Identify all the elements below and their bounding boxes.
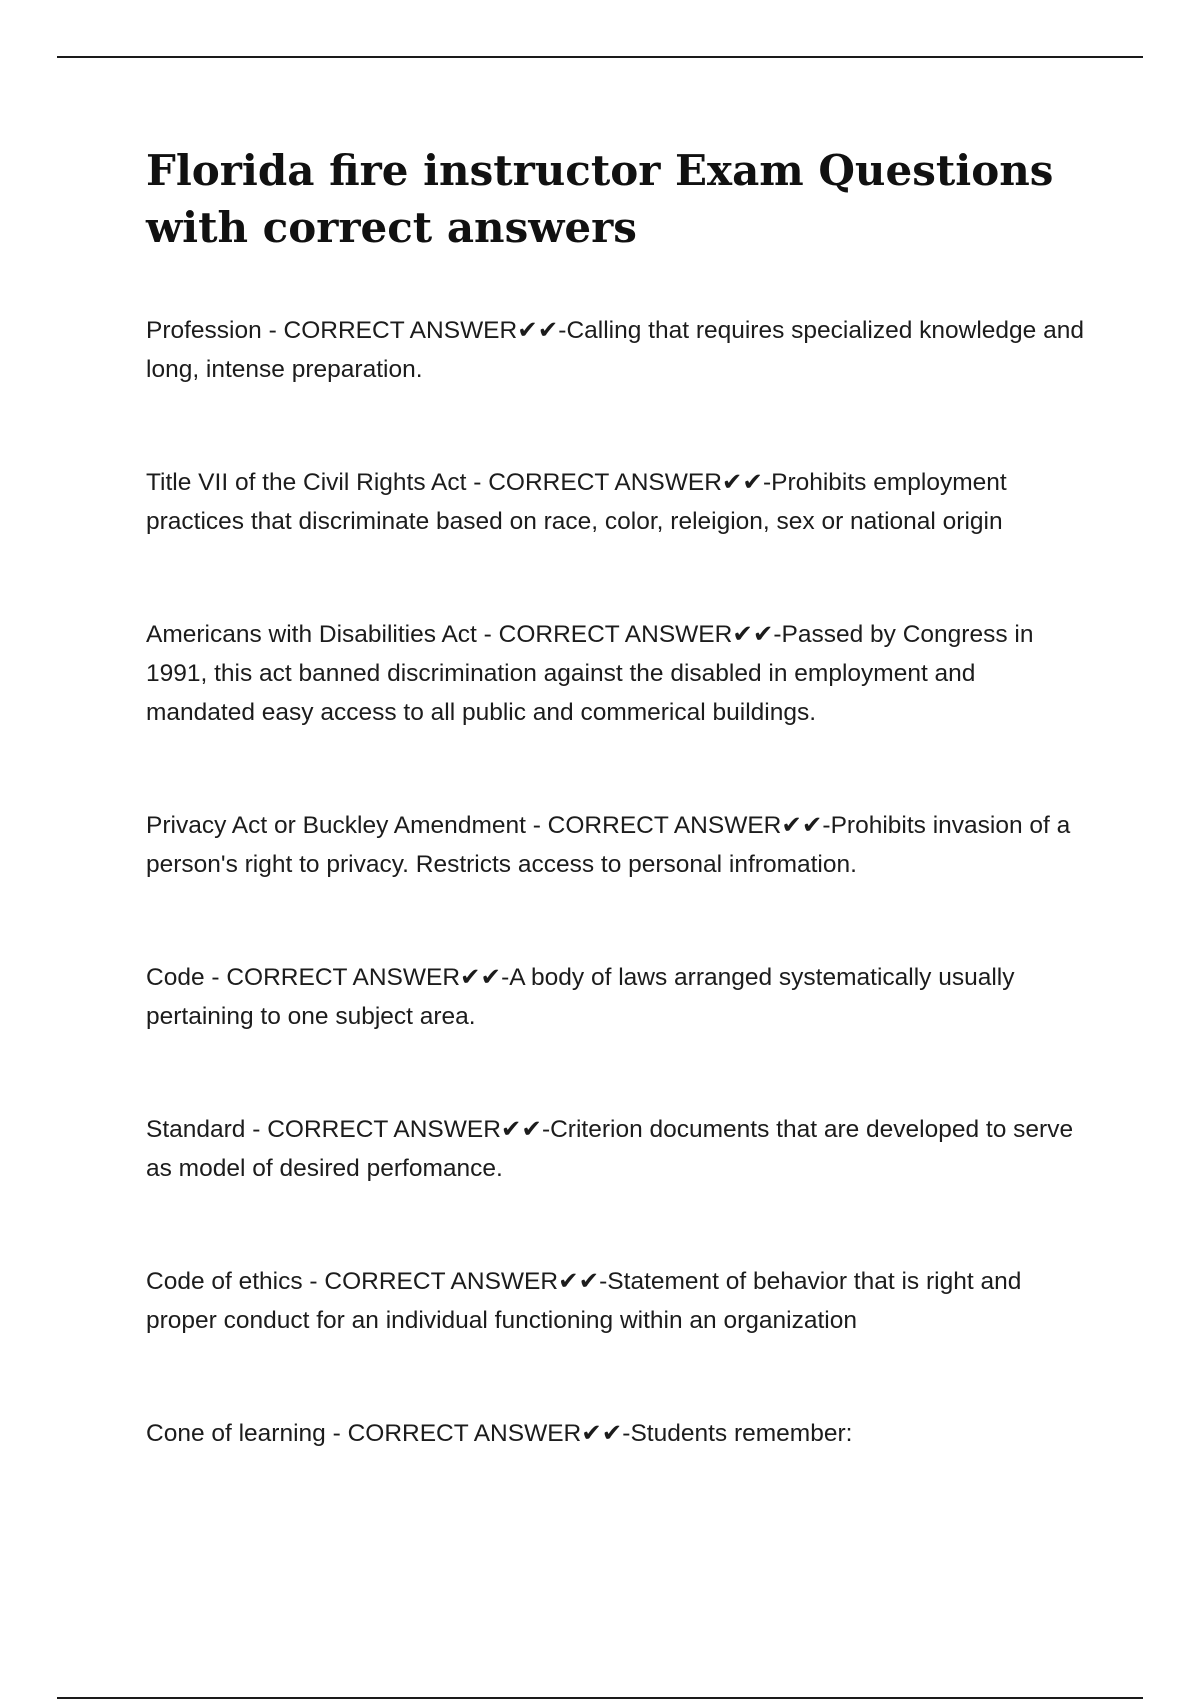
qa-answer: Calling that requires specialized knowledge and long, intense preparation. (146, 317, 1084, 383)
qa-separator: - CORRECT ANSWER✔✔- (245, 1116, 551, 1143)
qa-answer: Passed by Congress in 1991, this act banned discrimination against the disabled in employment and mandated easy access to all public and commerical buildings. (146, 621, 1034, 726)
qa-term: Code of ethics (146, 1268, 303, 1295)
qa-answer: Statement of behavior that is right and proper conduct for an individual functioning within an organization (146, 1268, 1022, 1334)
qa-separator: - CORRECT ANSWER✔✔- (476, 621, 782, 648)
top-divider (57, 56, 1143, 58)
qa-answer: A body of laws arranged systematically usually pertaining to one subject area. (146, 964, 1015, 1030)
qa-term: Code (146, 964, 205, 991)
qa-separator: - CORRECT ANSWER✔✔- (302, 1268, 608, 1295)
qa-answer: Prohibits employment practices that discriminate based on race, color, releigion, sex or national origin (146, 469, 1007, 535)
qa-item (146, 1110, 1091, 1188)
qa-item (146, 463, 1091, 541)
qa-answer: Prohibits invasion of a person's right to privacy. Restricts access to personal infromation. (146, 812, 1071, 878)
qa-item (146, 1262, 1091, 1340)
qa-item (146, 806, 1091, 884)
document-title: Florida fire instructor Exam Questions with correct answers (146, 146, 1054, 252)
qa-term: Profession (146, 317, 262, 344)
qa-term: Privacy Act or Buckley Amendment (146, 812, 526, 839)
qa-term: Standard (146, 1116, 246, 1143)
bottom-divider (57, 1697, 1143, 1699)
qa-item (146, 1414, 1091, 1453)
qa-item (146, 958, 1091, 1036)
qa-separator: - CORRECT ANSWER✔✔- (204, 964, 510, 991)
qa-term: Title VII of the Civil Rights Act (146, 469, 467, 496)
qa-term: Cone of learning (146, 1420, 326, 1447)
qa-list (146, 311, 1091, 1453)
document-body (146, 142, 1091, 1527)
qa-term: Americans with Disabilities Act (146, 621, 477, 648)
qa-answer: Criterion documents that are developed to serve as model of desired perfomance. (146, 1116, 1074, 1182)
qa-separator: - CORRECT ANSWER✔✔- (325, 1420, 631, 1447)
qa-item (146, 311, 1091, 389)
qa-separator: - CORRECT ANSWER✔✔- (261, 317, 567, 344)
qa-separator: - CORRECT ANSWER✔✔- (525, 812, 831, 839)
qa-item (146, 615, 1091, 732)
qa-separator: - CORRECT ANSWER✔✔- (466, 469, 772, 496)
qa-answer: Students remember: (630, 1420, 853, 1447)
